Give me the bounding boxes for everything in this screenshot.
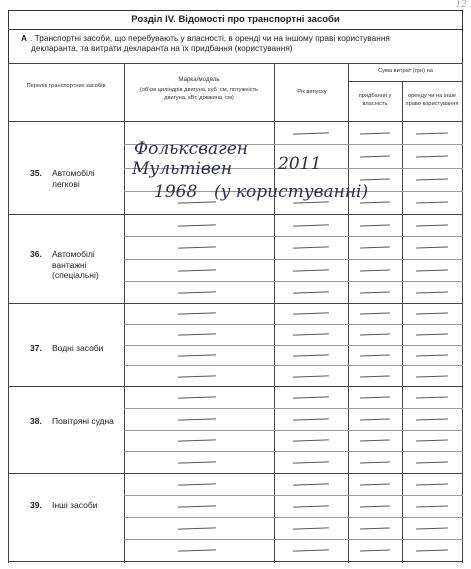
subsection-text-line1: Транспортні засоби, що перебувають у власності, в оренді чи на іншому праві користування [34,33,390,43]
header-vehicle-list: Перелік транспортних засобів [26,83,106,89]
handwritten-brand: Фольксваген [134,139,248,159]
subsection-letter: А [21,33,27,43]
row-label-trucks: Автомобілі вантажні (спеціальні) [52,249,99,280]
handwritten-usage-note: (у користуванні) [214,182,369,202]
row-label-water: Водні засоби [52,343,104,353]
page-number: 12 [455,0,467,10]
handwritten-engine-volume: 1968 [154,182,198,202]
header-brand-model: Марка/модель [178,76,220,83]
row-number-38: 38. [30,416,42,426]
header-brand-model-hint: (об'єм циліндрів двигуна, куб. см, потужність двигуна, кВт, довжина, см) [139,87,259,101]
handwritten-entry [8,63,463,563]
header-purchase: придбання у власність [358,93,392,107]
row-label-aircraft: Повітряні судна [52,416,114,426]
row-number-36: 36. [30,249,42,259]
row-label-other: Інші засоби [52,500,98,510]
handwritten-year: 2011 [278,154,322,174]
section-title: Розділ IV. Відомості про транспортні засоби [9,11,462,30]
vehicles-table [8,63,463,563]
subsection-text-line2: декларанта, та витрати декларанта на їх придбання (користування) [31,43,293,53]
declaration-section-frame [8,10,463,562]
row-number-39: 39. [30,500,42,510]
row-number-35: 35. [30,168,42,178]
handwritten-model: Мультівен [132,159,233,179]
header-year: Рік випуску [297,89,327,95]
subsection-a-text: А . Транспортні засоби, що перебувають у власності, в оренді чи на іншому праві користування декларанта, та витрати декларанта на їх придбання (користування) [21,33,452,53]
header-rent: оренду чи на інше право користування [405,93,459,107]
header-expenses: Сума витрат (грн) на [378,68,433,74]
row-label-cars: Автомобілі легкові [52,168,95,189]
row-number-37: 37. [30,343,42,353]
